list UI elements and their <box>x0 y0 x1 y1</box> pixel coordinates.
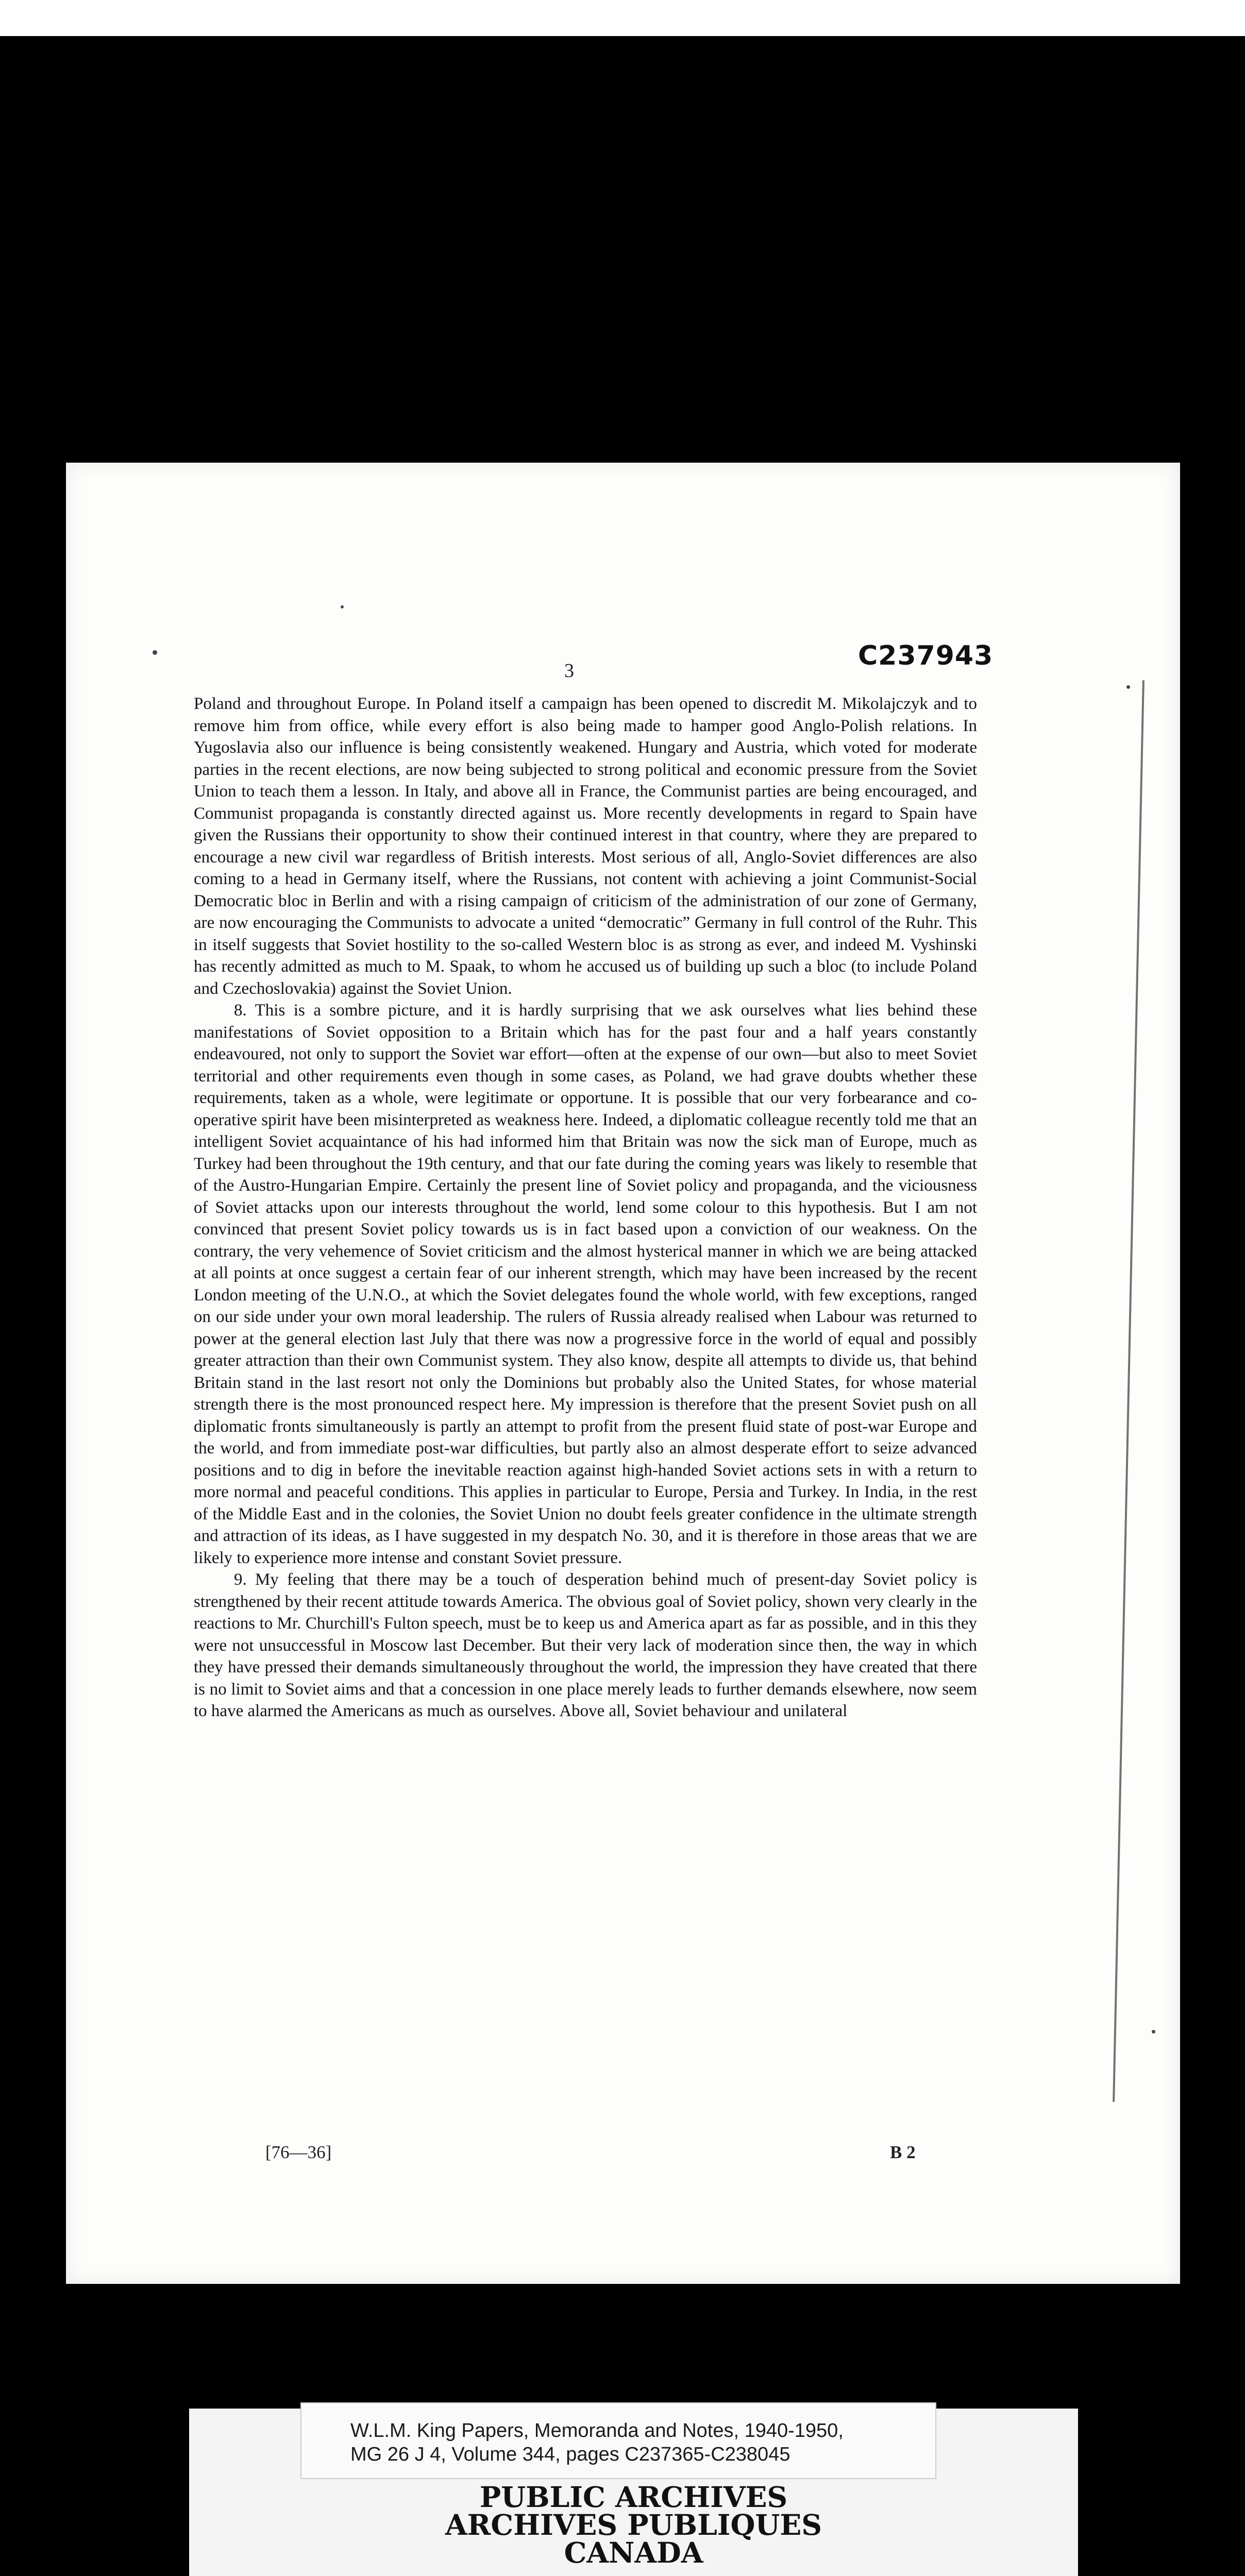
paragraph-8: 8. This is a sombre picture, and it is hardly surprising that we ask ourselves what lies behind these manifestations of Soviet opposition to a Britain which has for the past four and a half years constantly endeavoured, not only to support the Soviet war effort—often at the expense of our own—but also to meet Soviet territorial and other requirements even though in some cases, as Poland, we had grave doubts whether these requirements, taken as a whole, were legitimate or opportune. It is possible that our very forbearance and co-operative spirit have been misinterpreted as weakness here. Indeed, a diplomatic colleague recently told me that an intelligent Soviet acquaintance of his had informed him that Britain was now the sick man of Europe, much as Turkey had been throughout the 19th century, and that our fate during the coming years was likely to resemble that of the Austro-Hungarian Empire. Certainly the present line of Soviet policy and propaganda, and the viciousness of Soviet attacks upon our interests throughout the world, lend some colour to this hypothesis. But I am not convinced that present Soviet policy towards us is in fact based upon a conviction of our weakness. On the contrary, the very vehemence of Soviet criticism and the almost hysterical manner in which we are being attacked at all points at once suggest a certain fear of our inherent strength, which may have been increased by the recent London meeting of the U.N.O., at which the Soviet delegates found the whole world, with few exceptions, ranged on our side under your own moral leadership. The rulers of Russia already realised when Labour was returned to power at the general election last July that there was now a progressive force in the world of equal and possibly greater attraction than their own Communist system. They also know, despite all attempts to divide us, that behind Britain stand in the last resort not only the Dominions but probably also the United States, for whose material strength there is the most pronounced respect here. My impression is therefore that the present Soviet push on all diplomatic fronts simultaneously is partly an attempt to profit from the present fluid state of post-war Europe and the world, and from immediate post-war difficulties, but partly also an almost desperate effort to seize advanced positions and to dig in before the inevitable reaction against high-handed Soviet actions sets in with a return to more normal and peaceful conditions. This applies in particular to Europe, Persia and Turkey. In India, in the rest of the Middle East and in the colonies, the Soviet Union no doubt feels greater confidence in the ultimate strength and attraction of its ideas, as I have suggested in my despatch No. 30, and it is therefore in those areas that we are likely to experience more intense and constant Soviet pressure. <box>194 1001 977 1567</box>
stamp-line-2: ARCHIVES PUBLIQUES <box>445 2508 822 2541</box>
paragraph-9: 9. My feeling that there may be a touch of desperation behind much of present-day Soviet policy is strengthened by their recent attitude towards America. The obvious goal of Soviet policy, shown very clearly in the reactions to Mr. Churchill's Fulton speech, must be to keep us and America apart as far as possible, and in this they were not unsuccessful in Moscow last December. But their very lack of moderation since then, the way in which they have pressed their demands simultaneously throughout the world, the impression they have created that there is no limit to Soviet aims and that a concession in one place merely leads to further demands elsewhere, now seem to have alarmed the Americans as much as ourselves. Above all, Soviet behaviour and unilateral <box>194 1570 977 1720</box>
margin-mark <box>1152 2030 1155 2033</box>
signature-mark: B 2 <box>890 2142 916 2162</box>
top-margin <box>0 0 1245 36</box>
archive-label-line-1: W.L.M. King Papers, Memoranda and Notes, 1940-1950, <box>350 2420 844 2442</box>
margin-mark <box>1126 685 1130 689</box>
document-id-stamp: C237943 <box>858 640 994 671</box>
archive-label-line-2: MG 26 J 4, Volume 344, pages C237365-C238045 <box>350 2444 790 2465</box>
body-text <box>194 693 977 1722</box>
archives-stamp <box>189 2480 1078 2569</box>
stamp-line-3: CANADA <box>564 2536 703 2569</box>
archive-label <box>300 2402 936 2479</box>
paragraph-continuation: Poland and throughout Europe. In Poland itself a campaign has been opened to discredit M. Mikolajczyk and to remove him from office, while every effort is also being made to hamper good Anglo-Polish relations. In Yugoslavia also our influence is being consistently weakened. Hungary and Austria, which voted for moderate parties in the recent elections, are now being subjected to strong political and economic pressure from the Soviet Union to teach them a lesson. In Italy, and above all in France, the Communist parties are being encouraged, and Communist propaganda is constantly directed against us. More recently developments in regard to Spain have given the Russians their opportunity to show their continued interest in that country, where they are prepared to encourage a new civil war regardless of British interests. Most serious of all, Anglo-Soviet differences are also coming to a head in Germany itself, where the Russians, not content with achieving a joint Communist-Social Democratic bloc in Berlin and with a rising campaign of criticism of the administration of our zone of Germany, are now encouraging the Communists to advocate a united “democratic” Germany in full control of the Ruhr. This in itself suggests that Soviet hostility to the so-called Western bloc is as strong as ever, and indeed M. Vyshinski has recently admitted as much to M. Spaak, to whom he accused us of building up such a bloc (to include Poland and Czechoslovakia) against the Soviet Union. <box>194 694 977 998</box>
archive-label-text <box>350 2419 844 2466</box>
margin-mark <box>153 650 157 655</box>
page-number: 3 <box>564 660 574 682</box>
print-reference: [76—36] <box>265 2142 332 2162</box>
stamp-line-1: PUBLIC ARCHIVES <box>479 2480 788 2514</box>
margin-mark <box>341 605 344 608</box>
